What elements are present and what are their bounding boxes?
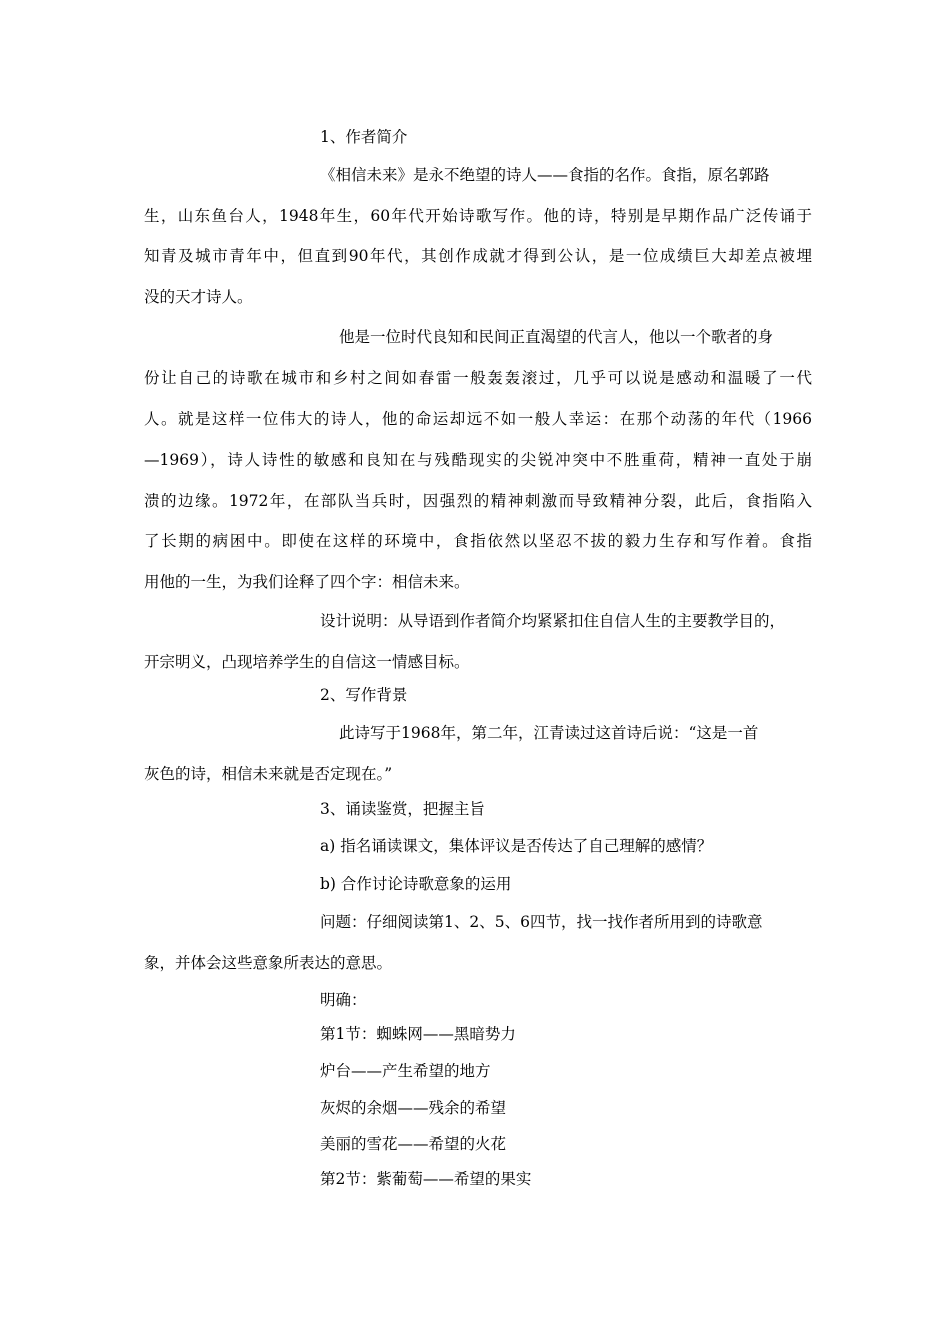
- life-line-7: 用他的一生，为我们诠释了四个字：相信未来。: [144, 573, 470, 591]
- life-line-5: 溃的边缘。1972年，在部队当兵时，因强烈的精神刺激而导致精神分裂，此后，食指陷入: [144, 492, 812, 510]
- answer-line-3: 灰烬的余烟——残余的希望: [320, 1099, 507, 1117]
- answer-line-1: 第1节：蜘蛛网——黑暗势力: [320, 1025, 516, 1043]
- answer-line-2: 炉台——产生希望的地方: [320, 1062, 491, 1080]
- design-note-line-2: 开宗明义，凸现培养学生的自信这一情感目标。: [144, 653, 470, 671]
- reading-item-a: a) 指名诵读课文，集体评议是否传达了自己理解的感情？: [320, 837, 713, 855]
- section-3-heading: 3、诵读鉴赏，把握主旨: [320, 800, 485, 818]
- life-line-3: 人。就是这样一位伟大的诗人，他的命运却远不如一般人幸运：在那个动荡的年代（1966: [144, 410, 812, 428]
- intro-line-4: 没的天才诗人。: [144, 288, 253, 306]
- intro-line-2: 生，山东鱼台人，1948年生，60年代开始诗歌写作。他的诗，特别是早期作品广泛传诵于: [144, 207, 812, 225]
- intro-line-3: 知青及城市青年中，但直到90年代，其创作成就才得到公认，是一位成绩巨大却差点被埋: [144, 247, 812, 265]
- reading-item-b: b) 合作讨论诗歌意象的运用: [320, 875, 512, 893]
- life-line-1: 他是一位时代良知和民间正直渴望的代言人，他以一个歌者的身: [339, 328, 774, 346]
- section-1-heading: 1、作者简介: [320, 128, 408, 146]
- design-note-line-1: 设计说明：从导语到作者简介均紧紧扣住自信人生的主要教学目的，: [320, 612, 786, 630]
- question-line-1: 问题：仔细阅读第1、2、5、6四节，找一找作者所用到的诗歌意: [320, 913, 763, 931]
- background-line-1: 此诗写于1968年，第二年，江青读过这首诗后说：“这是一首: [339, 724, 759, 742]
- answer-line-4: 美丽的雪花——希望的火花: [320, 1135, 507, 1153]
- answer-line-5: 第2节：紫葡萄——希望的果实: [320, 1170, 532, 1188]
- life-line-4: —1969），诗人诗性的敏感和良知在与残酷现实的尖锐冲突中不胜重荷，精神一直处于崩: [144, 451, 812, 469]
- life-line-2: 份让自己的诗歌在城市和乡村之间如春雷一般轰轰滚过，几乎可以说是感动和温暖了一代: [144, 369, 812, 387]
- intro-line-1: 《相信未来》是永不绝望的诗人——食指的名作。食指，原名郭路: [320, 166, 770, 184]
- life-line-6: 了长期的病困中。即使在这样的环境中，食指依然以坚忍不拔的毅力生存和写作着。食指: [144, 532, 812, 550]
- question-line-2: 象，并体会这些意象所表达的意思。: [144, 954, 393, 972]
- section-2-heading: 2、写作背景: [320, 686, 408, 704]
- background-line-2: 灰色的诗，相信未来就是否定现在。”: [144, 765, 393, 783]
- clarify-label: 明确：: [320, 991, 367, 1009]
